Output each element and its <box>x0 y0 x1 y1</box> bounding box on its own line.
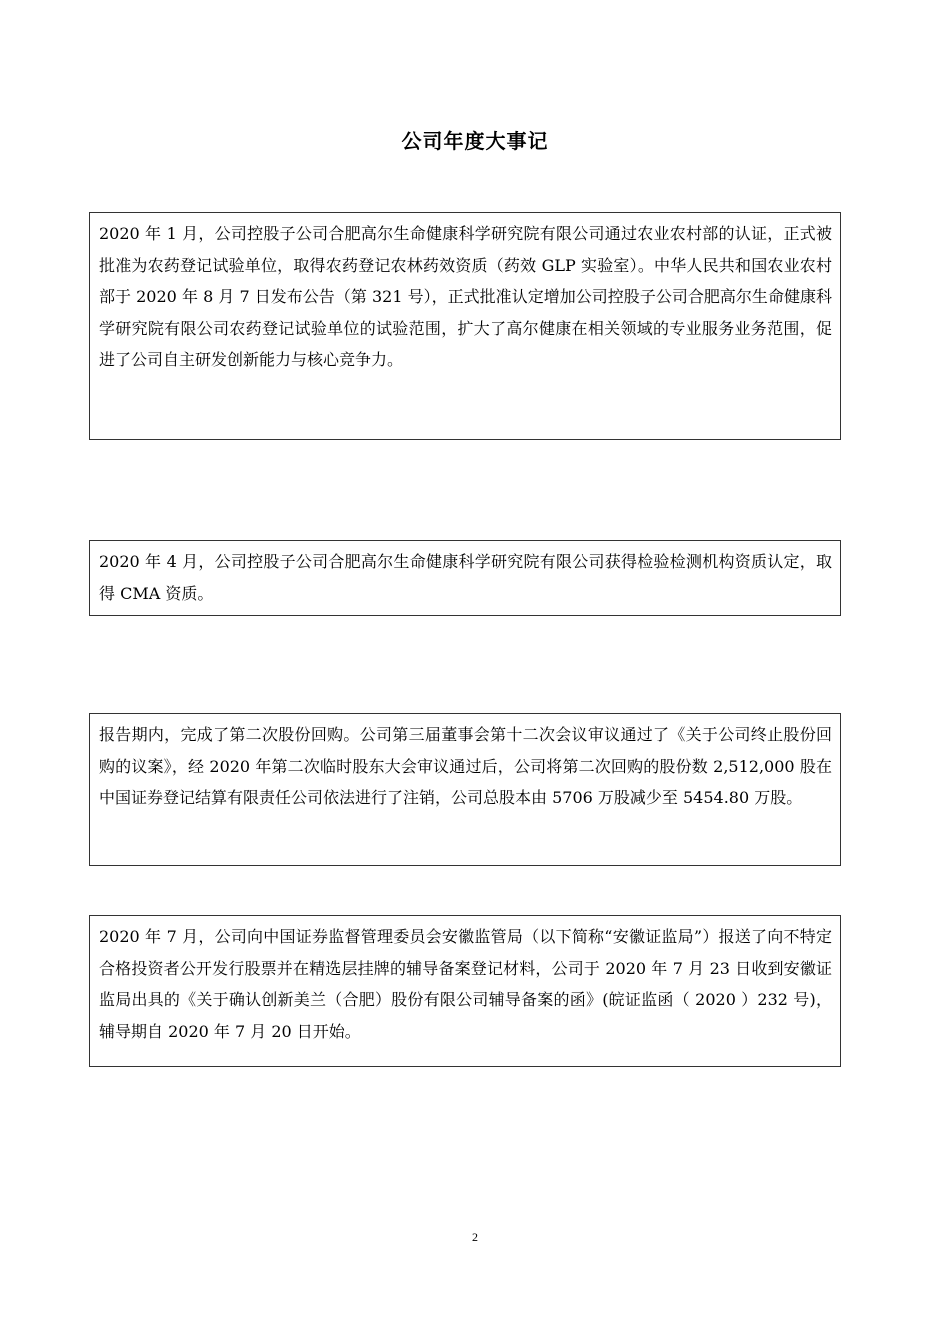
event-box: 2020 年 4 月，公司控股子公司合肥高尔生命健康科学研究院有限公司获得检验检测机构资质认定，取得 CMA 资质。 <box>89 540 841 616</box>
event-box: 2020 年 1 月，公司控股子公司合肥高尔生命健康科学研究院有限公司通过农业农村部的认证，正式被批准为农药登记试验单位，取得农药登记农林药效资质（药效 GLP 实验室）。中华人民共和国农业农村部于 2020 年 8 月 7 日发布公告（第 321 号），正式批准认定增加公司控股子公司合肥高尔生命健康科学研究院有限公司农药登记试验单位的试验范围，扩大了高尔健康在相关领域的专业服务业务范围，促进了公司自主研发创新能力与核心竞争力。 <box>89 212 841 440</box>
event-box: 2020 年 7 月，公司向中国证券监督管理委员会安徽监管局（以下简称“安徽证监局”）报送了向不特定合格投资者公开发行股票并在精选层挂牌的辅导备案登记材料，公司于 2020 年 7 月 23 日收到安徽证监局出具的《关于确认创新美兰（合肥）股份有限公司辅导备案的函》(皖证监函（ 2020 ）232 号)，辅导期自 2020 年 7 月 20 日开始。 <box>89 915 841 1067</box>
page-title: 公司年度大事记 <box>401 129 549 153</box>
page-number: 2 <box>472 1230 478 1244</box>
event-box: 报告期内，完成了第二次股份回购。公司第三届董事会第十二次会议审议通过了《关于公司终止股份回购的议案》，经 2020 年第二次临时股东大会审议通过后，公司将第二次回购的股份数 2,512,000 股在中国证券登记结算有限责任公司依法进行了注销，公司总股本由 5706 万股减少至 5454.80 万股。 <box>89 713 841 866</box>
